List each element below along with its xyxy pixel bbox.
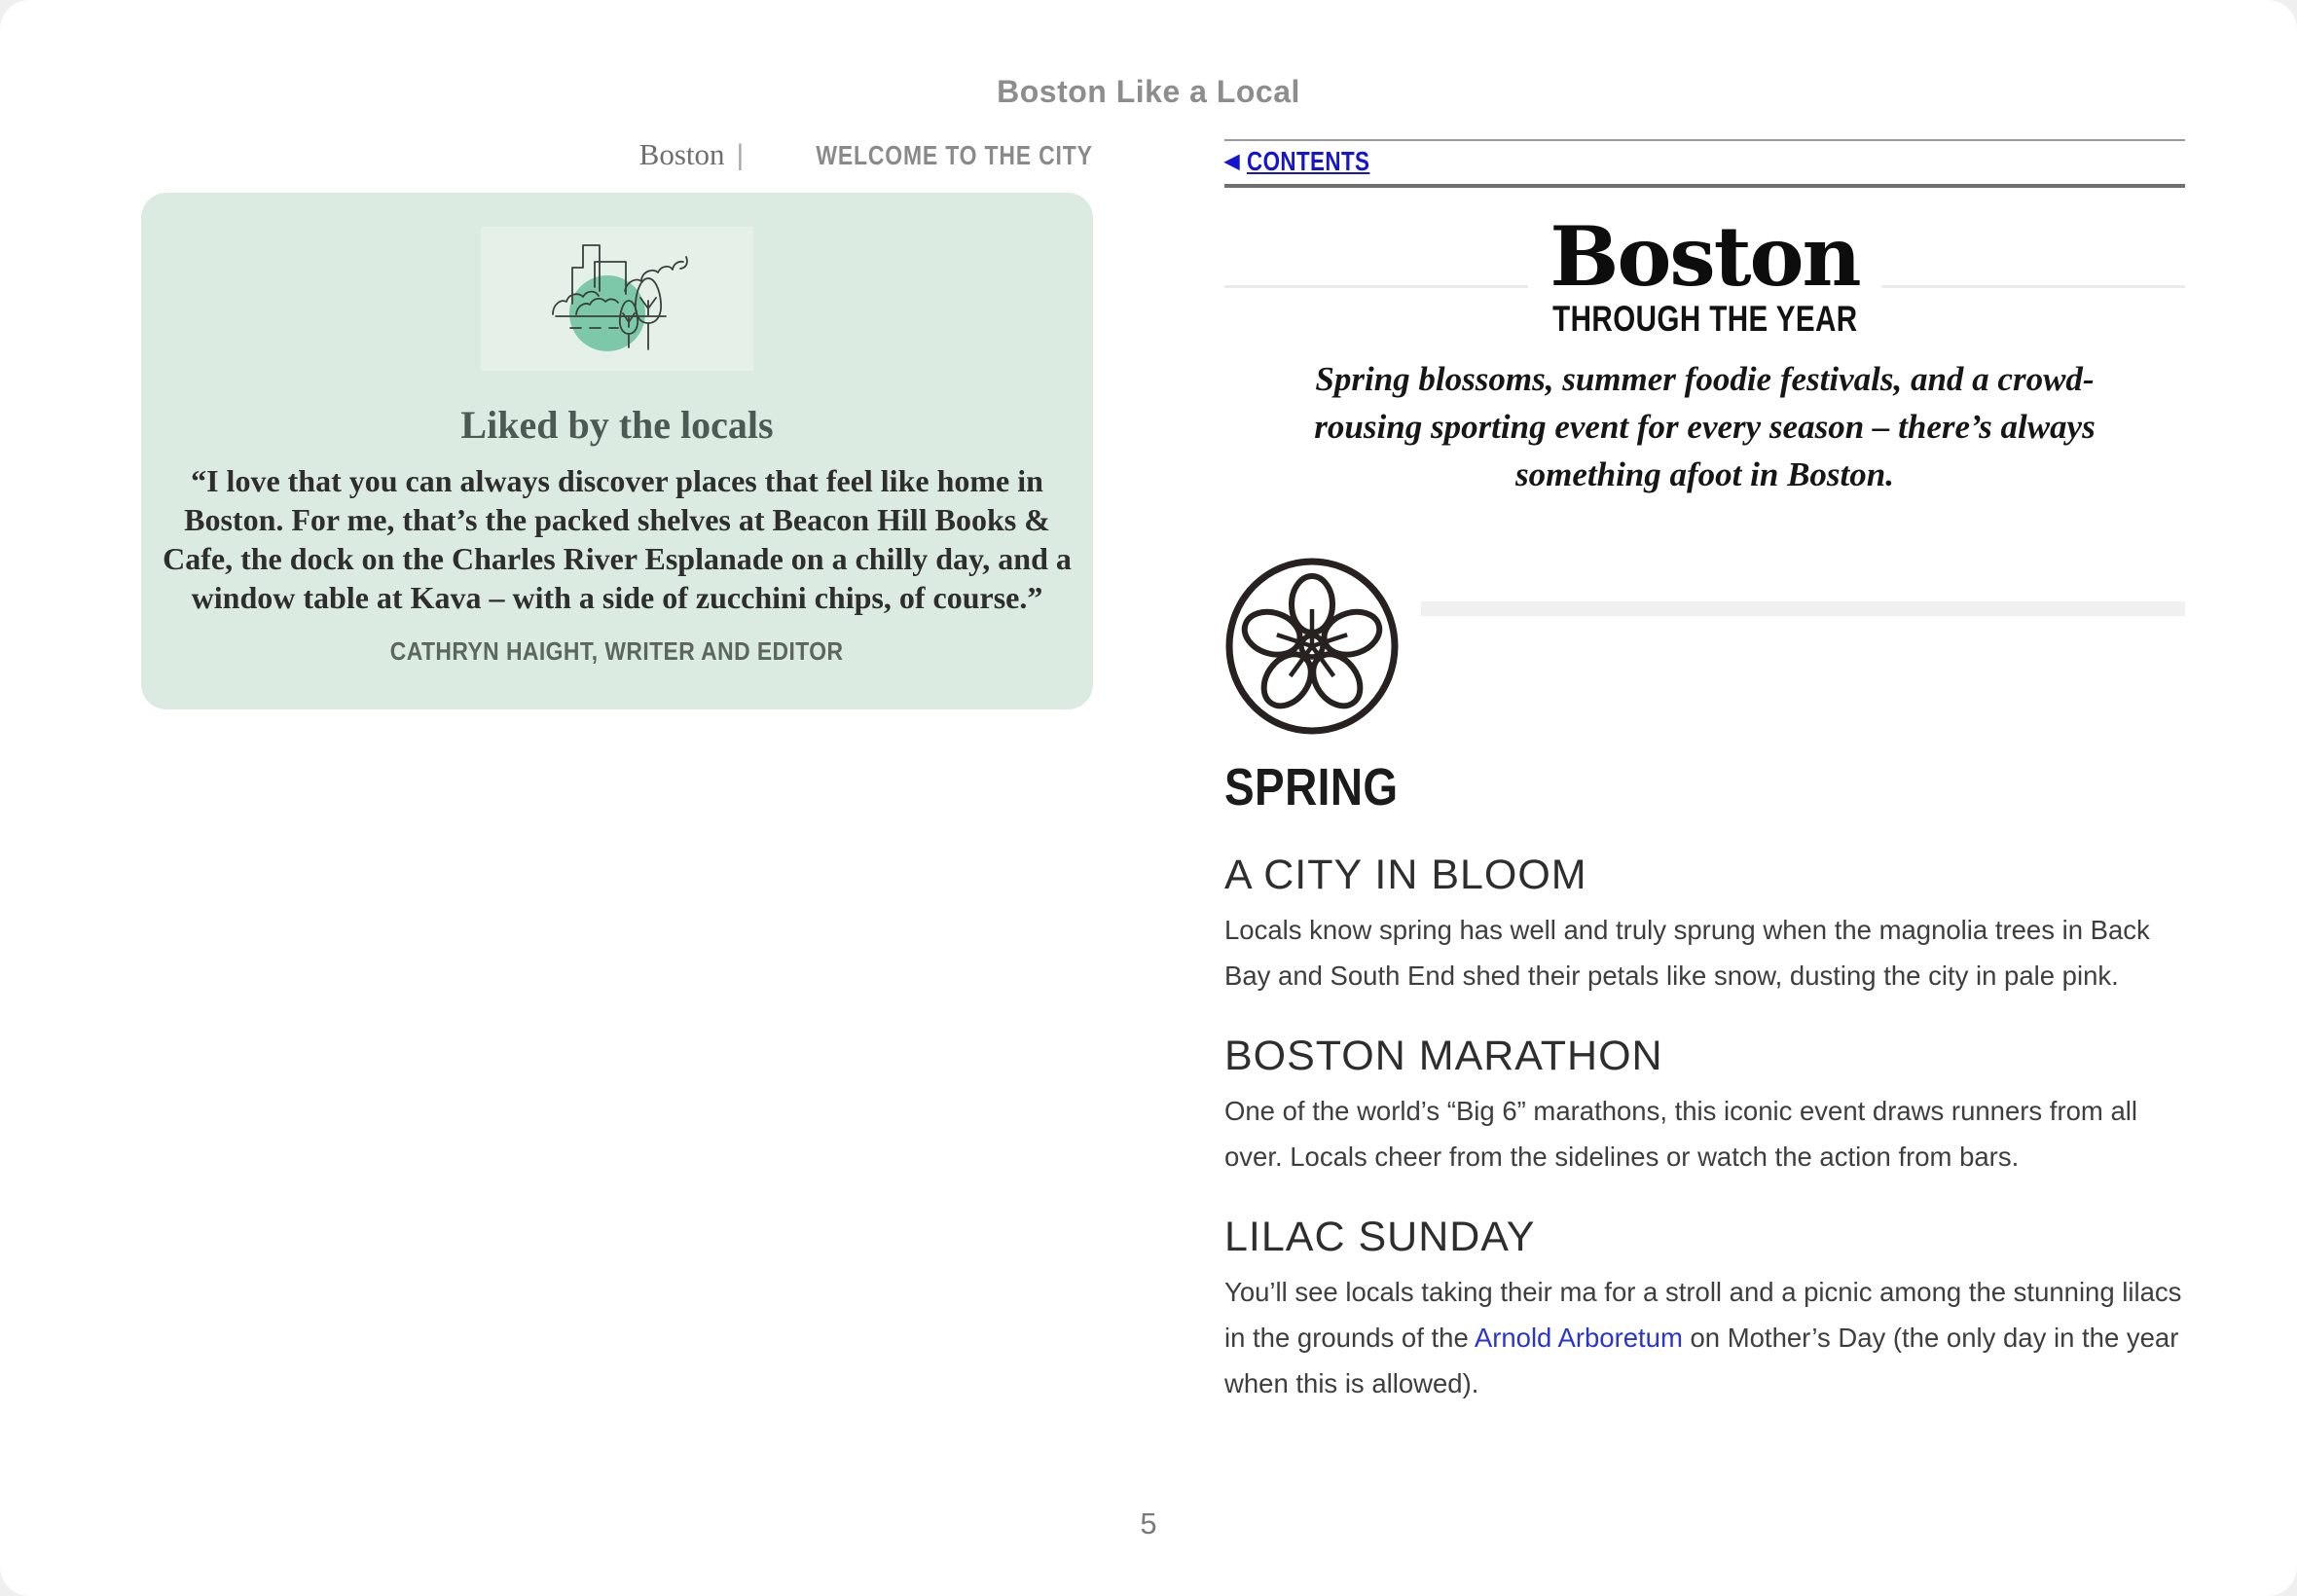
flower-icon: [1224, 557, 1400, 736]
book-title-header: Boston Like a Local: [997, 74, 1300, 109]
contents-bar: [1224, 139, 2185, 188]
section-lilac-sunday: [1224, 1213, 2185, 1406]
callout-attribution: CATHRYN HAIGHT, WRITER AND EDITOR: [390, 636, 844, 666]
running-head-book: Boston: [638, 137, 725, 171]
liked-by-locals-callout: [141, 193, 1093, 709]
section-body-text: You’ll see locals taking their ma for a stroll and a picnic among the stunning lilacs in the grounds of the: [1224, 1277, 2182, 1353]
section-body: [1224, 1269, 2185, 1406]
page-number: 5: [1140, 1506, 1157, 1541]
season-divider-bar: [1421, 601, 2185, 616]
section-boston-marathon: [1224, 1032, 2185, 1179]
season-heading: SPRING: [1224, 758, 1399, 816]
right-page: [1224, 139, 2185, 1406]
season-icon-row: [1224, 557, 2185, 736]
section-body: Locals know spring has well and truly sprung when the magnolia trees in Back Bay and South End shed their petals like snow, dusting the city in pale pink.: [1224, 915, 2150, 991]
arnold-arboretum-link[interactable]: Arnold Arboretum: [1474, 1323, 1683, 1353]
callout-quote: “I love that you can always discover places that feel like home in Boston. For me, that’s the packed shelves at Beacon Hill Books & Cafe, the dock on the Charles River Esplanade on a chilly day, and a window table at Kava – with a side of zucchini chips, of course.”: [163, 463, 1072, 615]
section-a-city-in-bloom: [1224, 851, 2185, 998]
running-head-divider: |: [736, 139, 745, 171]
park-skyline-illustration-icon: [481, 227, 753, 371]
back-triangle-icon: ◀: [1224, 151, 1240, 172]
section-body: One of the world’s “Big 6” marathons, this iconic event draws runners from all over. Locals cheer from the sidelines or watch the action from bars.: [1224, 1096, 2137, 1172]
chapter-intro: Spring blossoms, summer foodie festivals, and a crowd-rousing sporting event for every season – there’s always something afoot in Boston.: [1314, 360, 2096, 493]
chapter-subtitle: THROUGH THE YEAR: [1551, 299, 1858, 339]
section-heading: A CITY IN BLOOM: [1224, 852, 1587, 898]
chapter-title: Boston: [1528, 208, 1880, 305]
running-head: [141, 136, 1093, 173]
chapter-title-block: [1224, 208, 2185, 305]
left-page: [141, 136, 1093, 709]
running-head-chapter: WELCOME TO THE CITY: [816, 140, 1093, 170]
contents-link-label: CONTENTS: [1247, 146, 1370, 176]
contents-link[interactable]: [1224, 146, 1401, 177]
section-body-text: on Mother’s Day (the only day in the year when this is allowed).: [1224, 1323, 2179, 1398]
callout-heading: Liked by the locals: [460, 403, 774, 447]
section-heading: LILAC SUNDAY: [1224, 1214, 1536, 1260]
section-heading: BOSTON MARATHON: [1224, 1033, 1663, 1079]
